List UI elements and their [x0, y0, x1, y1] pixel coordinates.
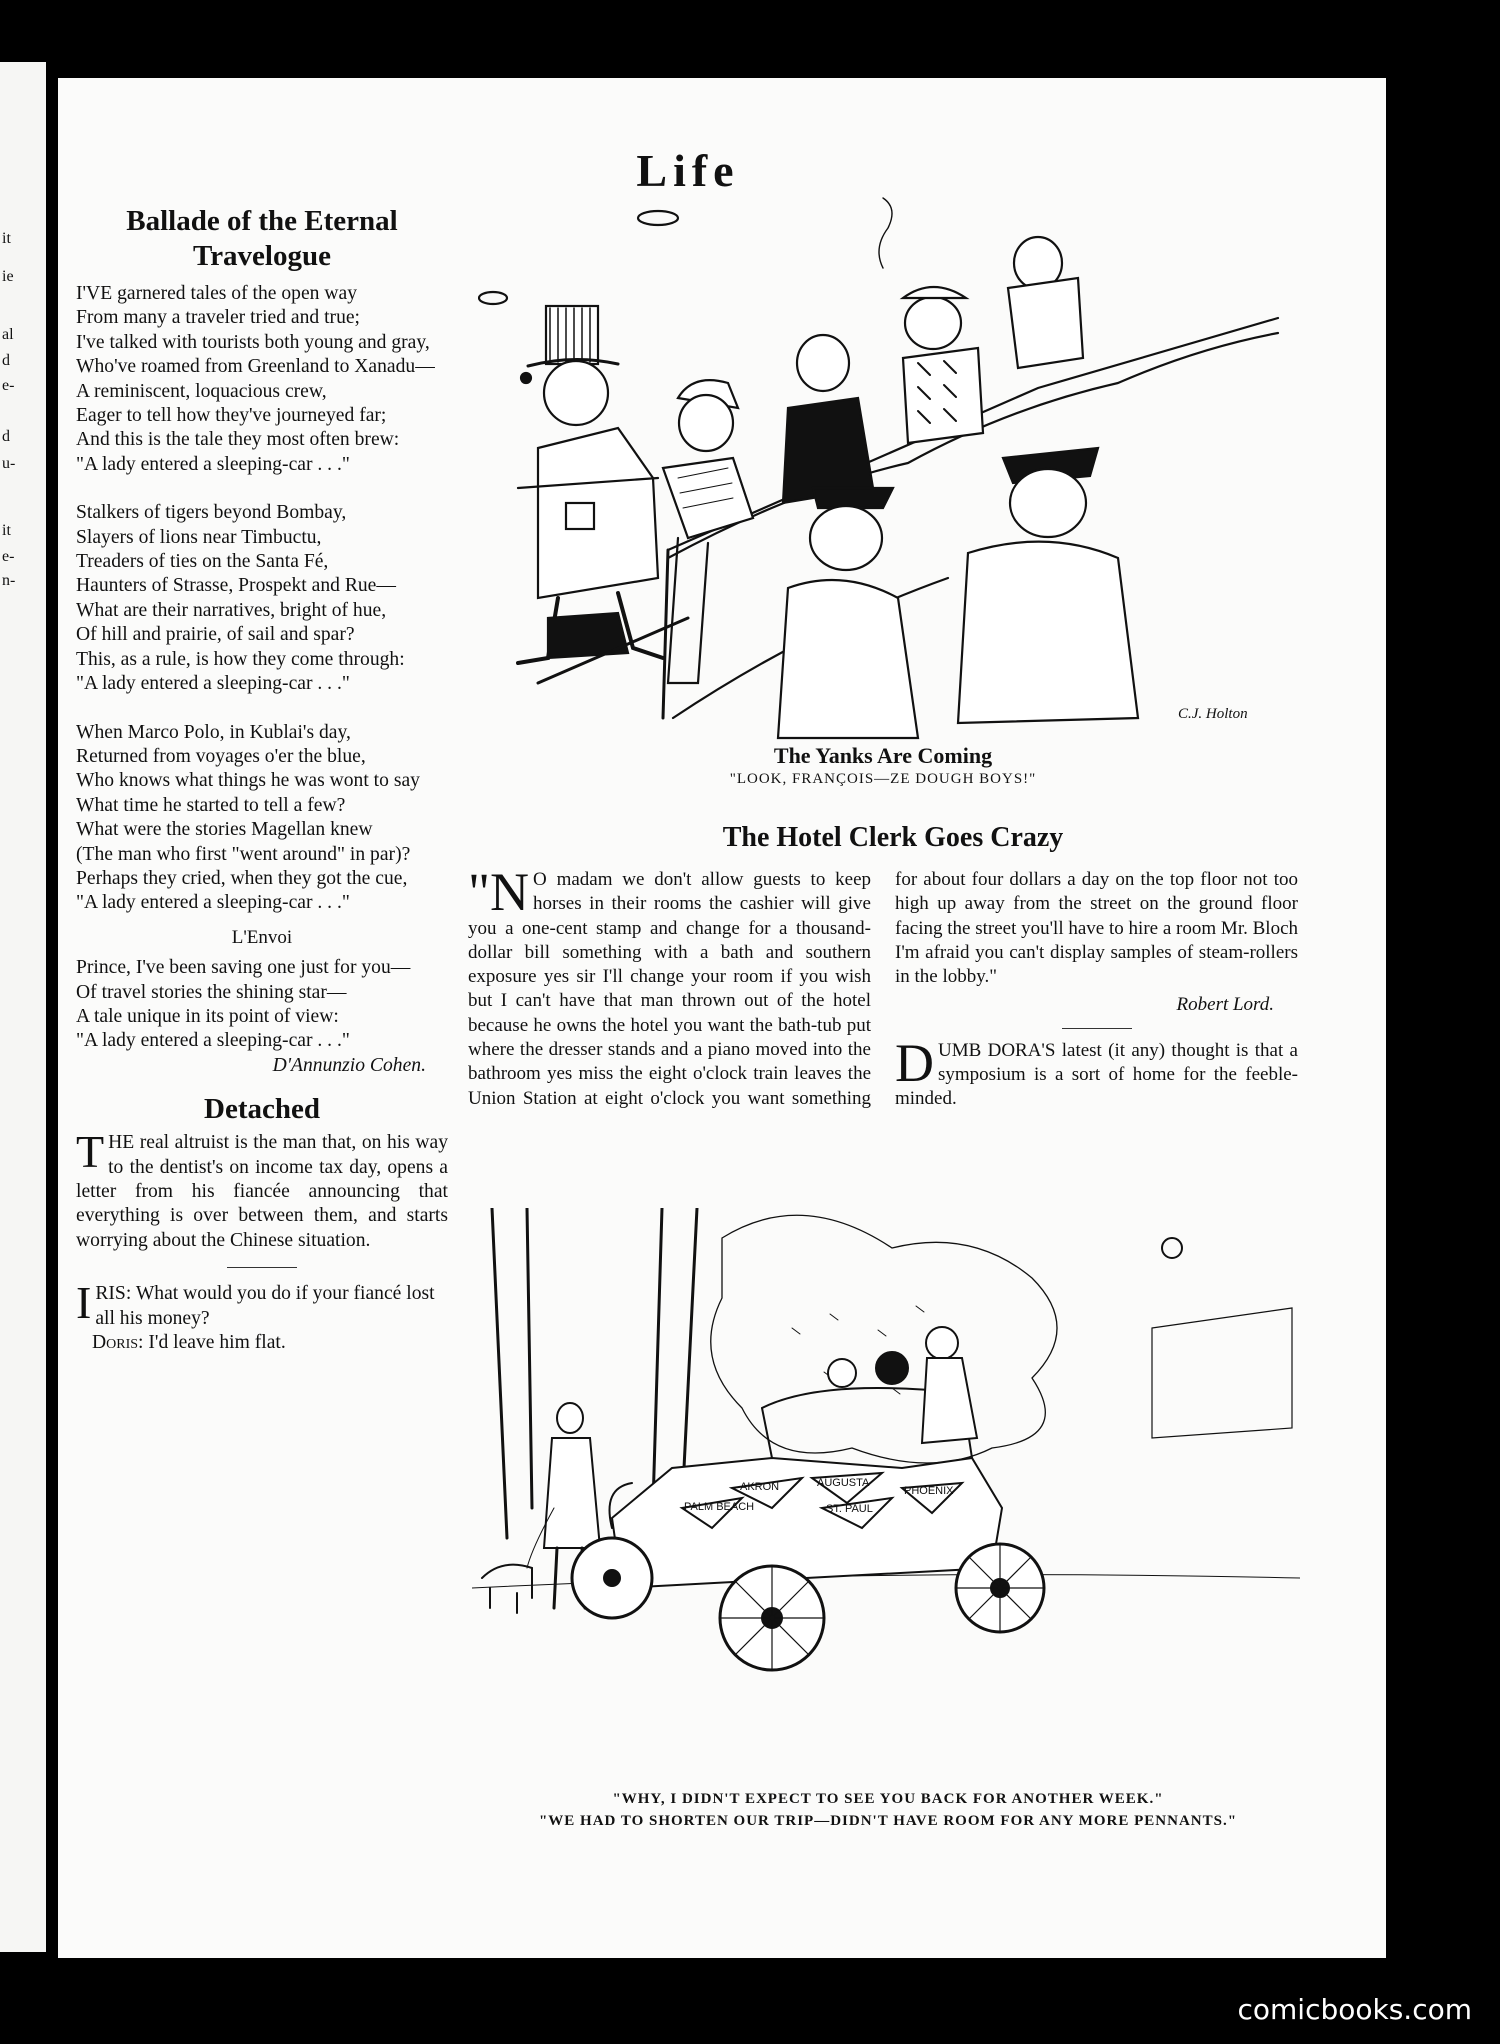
- poem-line: Of travel stories the shining star—: [76, 981, 347, 1003]
- cartoon1-caption: "LOOK, FRANÇOIS—ZE DOUGH BOYS!": [729, 771, 1037, 787]
- watermark: comicbooks.com: [1237, 1993, 1472, 2026]
- facing-page-fragment: e-: [2, 377, 15, 394]
- dumb-dora-text: DUMB DORA'S latest (it any) thought is that a symposium is a sort of home for the feeble-minded.: [895, 1032, 1298, 1110]
- pennant-label: PALM BEACH: [684, 1501, 755, 1513]
- pennant-label: ST. PAUL: [826, 1503, 873, 1515]
- poem-line: Eager to tell how they've journeyed far;: [76, 405, 387, 427]
- poem-line: "A lady entered a sleeping-car . . .": [76, 892, 350, 914]
- checked-vest-tourist: [879, 198, 983, 443]
- pennant-label: PHOENIX: [904, 1485, 954, 1497]
- facing-page-fragment: e-: [2, 548, 15, 565]
- poem-line: "A lady entered a sleeping-car . . .": [76, 673, 350, 695]
- detached-title: Detached: [204, 1093, 320, 1126]
- poem-line: Prince, I've been saving one just for you—: [76, 957, 411, 979]
- cartoon2-caption-line2: "WE HAD TO SHORTEN OUR TRIP—DIDN'T HAVE ROOM FOR ANY MORE PENNANTS.": [538, 1813, 1238, 1829]
- pennants-car-cartoon: [472, 1208, 1300, 1784]
- cartoon1-caption-block: [478, 743, 1288, 788]
- detached-text: THE real altruist is the man that, on his way to the dentist's on income tax day, opens a letter from his fiancée announcing that everything is over between them, and starts worrying about the Chinese situation.: [76, 1126, 448, 1251]
- poem-line: Treaders of ties on the Santa Fé,: [76, 551, 329, 573]
- divider: [1062, 1028, 1132, 1029]
- cartoon2-caption-line1: "WHY, I DIDN'T EXPECT TO SEE YOU BACK FOR ANOTHER WEEK.": [612, 1791, 1164, 1807]
- pennant-label: AKRON: [740, 1481, 780, 1493]
- touring-car: [572, 1327, 1044, 1670]
- cartoon1-title: The Yanks Are Coming: [773, 743, 993, 768]
- poem-line: Stalkers of tigers beyond Bombay,: [76, 502, 347, 524]
- hotel-clerk-story: [468, 862, 1298, 1112]
- facing-page-fragment: d: [2, 352, 10, 369]
- hotel-clerk-signature: Robert Lord.: [1176, 994, 1274, 1016]
- poem-line: When Marco Polo, in Kublai's day,: [76, 721, 351, 743]
- poem-line: Who knows what things he was wont to say: [76, 770, 420, 792]
- poem-line: Haunters of Strasse, Prospekt and Rue—: [76, 575, 396, 597]
- cartoon2-caption: [498, 1788, 1278, 1832]
- ballade-title: Ballade of the Eternal Travelogue: [126, 205, 398, 272]
- poem-line: Who've roamed from Greenland to Xanadu—: [76, 356, 435, 378]
- poem-line: Of hill and prairie, of sail and spar?: [76, 624, 355, 646]
- masthead-title: Life: [636, 145, 740, 196]
- poem-line: A reminiscent, loquacious crew,: [76, 380, 327, 402]
- facing-page-fragment: it: [2, 230, 11, 247]
- facing-page-fragment: n-: [2, 572, 16, 589]
- left-column: [76, 204, 448, 1355]
- hotel-clerk-title: The Hotel Clerk Goes Crazy: [722, 822, 1064, 853]
- magazine-page: [58, 78, 1386, 1958]
- poem-line: This, as a rule, is how they come through:: [76, 648, 405, 670]
- stanza-gap: [76, 697, 448, 721]
- facing-page-fragment: u-: [2, 455, 16, 472]
- poem-line: I've talked with tourists both young and gray,: [76, 331, 430, 353]
- drop-cap: I: [76, 1277, 92, 1329]
- poem-line: Slayers of lions near Timbuctu,: [76, 526, 322, 548]
- poem-line: What were the stories Magellan knew: [76, 819, 373, 841]
- divider: [227, 1267, 297, 1268]
- hotel-clerk-text: "N O madam we don't allow guests to keep horses in their rooms the cashier will give you a one-cent stamp and change for a thousand-dollar bill something with a bath and southern exposure yes sir I'll change your room if you wish but I can't have that man thrown out of the hotel because he owns the hotel you want the bath-tub put where the dresser stands and a piano moved into the bathroom yes miss the eight o'clock train leaves the Union Station at eight o'clock you want something for about four dollars a day on the top floor not too high up away from the street on the ground floor facing the street you'll have to hire a room Mr. Bloch I'm afraid you can't display samples of steam-rollers in the lobby.": [468, 862, 1298, 1109]
- poem-line: From many a traveler tried and true;: [76, 307, 361, 329]
- iris-dialogue: IRIS: What would you do if your fiancé lost all his money? Doris: I'd leave him flat.: [76, 1277, 435, 1354]
- ballade-signature: D'Annunzio Cohen.: [272, 1054, 426, 1076]
- cap-tourist: [663, 380, 753, 683]
- poem-line: And this is the tale they most often brew:: [76, 429, 400, 451]
- poem-line: A tale unique in its point of view:: [76, 1005, 339, 1027]
- facing-page-fragment: it: [2, 522, 11, 539]
- top-hat-tourist: [518, 306, 688, 683]
- poem-line: I'VE garnered tales of the open way: [76, 283, 357, 304]
- drop-cap: D: [895, 1032, 934, 1093]
- poem-line: What time he started to tell a few?: [76, 794, 346, 816]
- drop-cap: "N: [468, 862, 530, 922]
- ballade-poem: [76, 282, 448, 916]
- poem-line: Returned from voyages o'er the blue,: [76, 745, 366, 767]
- aviator-tourist: [783, 335, 873, 503]
- french-porter-left: [778, 488, 918, 738]
- stanza-gap: [76, 477, 448, 501]
- far-tourist: [1008, 237, 1083, 368]
- drop-cap: T: [76, 1126, 105, 1178]
- poem-line: "A lady entered a sleeping-car . . .": [76, 1030, 350, 1052]
- french-porter-right: [958, 448, 1138, 723]
- poem-line: (The man who first "went around" in par)?: [76, 843, 411, 865]
- facing-page-fragment: al: [2, 326, 14, 343]
- pennant-label: AUGUSTA: [817, 1477, 870, 1489]
- facing-page-fragment: d: [2, 428, 10, 445]
- poem-line: Perhaps they cried, when they got the cue,: [76, 867, 408, 889]
- poem-line: "A lady entered a sleeping-car . . .": [76, 453, 350, 475]
- facing-page-fragment: ie: [2, 268, 14, 285]
- poem-line: What are their narratives, bright of hue,: [76, 599, 387, 621]
- cartoon1-signature: C.J. Holton: [1178, 706, 1248, 722]
- facing-page-edge: [0, 62, 46, 1952]
- yanks-cartoon: [478, 158, 1288, 740]
- envoi-poem: [76, 956, 448, 1054]
- envoi-heading: L'Envoi: [231, 926, 293, 948]
